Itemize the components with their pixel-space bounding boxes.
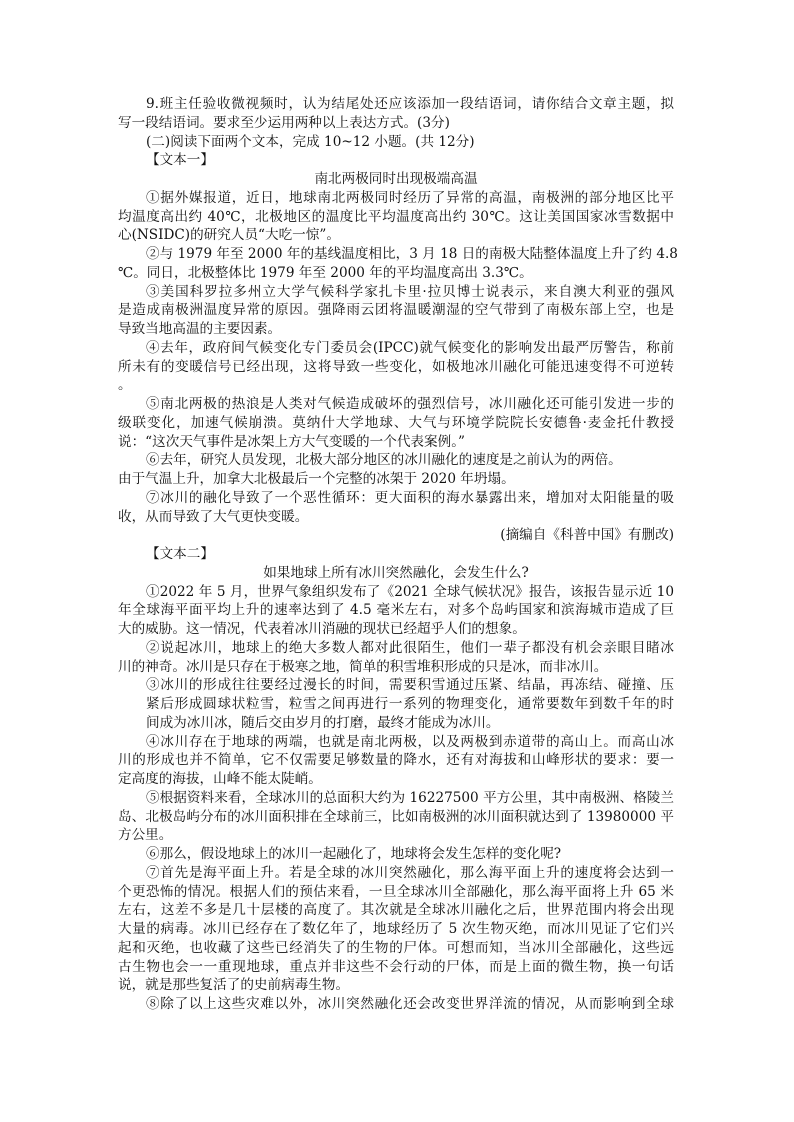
paragraph-line: 导致当地高温的主要因素。: [118, 321, 282, 337]
document-body: [118, 95, 678, 1014]
paragraph-line: 定高度的海拔，山峰不能太陡峭。: [118, 771, 322, 787]
paragraph-line: ①2022 年 5 月，世界气象组织发布了《2021 全球气候状况》报告，该报告显示近 10: [146, 583, 674, 600]
paragraph-line: 大量的病毒。冰川已经存在了数亿年了，地球经历了 5 次生物灭绝，而冰川见证了它们兴: [118, 921, 674, 937]
paragraph-line: 。: [118, 377, 132, 394]
paragraph-line: 方公里。: [118, 827, 173, 844]
paragraph-line: (二)阅读下面两个文本，完成 10~12 小题。(共 12分): [146, 133, 475, 150]
paragraph-line: 起和灭绝，也收藏了这些已经消失了的生物的尸体。可想而知，当冰川全部融化，这些远: [118, 939, 674, 956]
paragraph-line: ℃。同日，北极整体比 1979 年至 2000 年的平均温度高出 3.3℃。: [118, 264, 533, 281]
source-citation: (摘编自《科普中国》有删改): [500, 527, 674, 544]
paragraph-line: 由于气温上升，加拿大北极最后一个完整的冰架于 2020 年坍塌。: [118, 471, 515, 487]
article-title: 如果地球上所有冰川突然融化，会发生什么?: [263, 564, 529, 581]
paragraph-line: ④冰川存在于地球的两端，也就是南北两极，以及两极到赤道带的高山上。而高山冰: [146, 733, 674, 750]
article-title: 南北两极同时出现极端高温: [314, 171, 478, 187]
paragraph-line: 级联变化，加速气候崩溃。莫纳什大学地球、大气与环境学院院长安德鲁·麦金托什教授: [118, 414, 674, 431]
paragraph-line: 大的威胁。这一情况，代表着冰川消融的现状已经超乎人们的想象。: [118, 621, 526, 637]
paragraph-line: 川的形成也并不简单，它不仅需要足够数量的降水，还有对海拔和山峰形状的要求：要一: [118, 752, 674, 769]
paragraph-line: 岛、北极岛屿分布的冰川面积排在全球前三，比如南极洲的冰川面积就达到了 13980000 平: [118, 808, 674, 825]
paragraph-line: 川的神奇。冰川是只存在于极寒之地，简单的积雪堆积形成的只是冰，而非冰川。: [118, 658, 608, 675]
paragraph-line: 间成为冰川冰，随后交由岁月的打磨，最终才能成为冰川。: [146, 714, 500, 731]
paragraph-line: 个更恐怖的情况。根据人们的预估来看，一旦全球冰川全部融化，那么海平面将上升 65 米: [118, 883, 674, 900]
paragraph-line: ⑥那么，假设地球上的冰川一起融化了，地球将会发生怎样的变化呢?: [146, 846, 562, 862]
paragraph-line: 紧后形成圆球状粒雪，粒雪之间再进行一系列的物理变化，通常要数年到数千年的时: [146, 696, 674, 712]
paragraph-line: ②与 1979 年至 2000 年的基线温度相比，3 月 18 日的南极大陆整体温度上升了约 4.8: [146, 246, 678, 262]
paragraph-line: ①据外媒报道，近日，地球南北两极同时经历了异常的高温，南极洲的部分地区比平: [146, 189, 674, 206]
paragraph-line: ③冰川的形成往往要经过漫长的时间，需要积雪通过压紧、结晶，再冻结、碰撞、压: [146, 677, 674, 694]
paragraph-line: ②说起冰川，地球上的绝大多数人都对此很陌生，他们一辈子都没有机会亲眼目睹冰: [146, 639, 674, 656]
paragraph-line: ⑧除了以上这些灾难以外，冰川突然融化还会改变世界洋流的情况，从而影响到全球: [146, 996, 674, 1012]
paragraph-line: 古生物也会一一重现地球，重点并非这些不会行动的尸体，而是上面的微生物，换一句话: [118, 958, 674, 975]
paragraph-line: 心(NSIDC)的研究人员“大吃一惊”。: [118, 227, 340, 244]
paragraph-line: ④去年，政府间气候变化专门委员会(IPCC)就气候变化的影响发出最严厉警告，称前: [146, 339, 674, 356]
paragraph-line: 说：“这次天气事件是冰架上方大气变暖的一个代表案例。”: [118, 433, 465, 450]
section-label: 【文本二】: [146, 546, 214, 562]
paragraph-line: 是造成南极洲温度异常的原因。强降雨云团将温暖潮湿的空气带到了南极东部上空，也是: [118, 302, 674, 319]
paragraph-line: ⑦冰川的融化导致了一个恶性循环：更大面积的海水暴露出来，增加对太阳能量的吸: [146, 489, 674, 506]
paragraph-line: 9.班主任验收微视频时，认为结尾处还应该添加一段结语词，请你结合文章主题，拟: [146, 96, 674, 112]
paragraph-line: ③美国科罗拉多州立大学气候科学家扎卡里·拉贝博士说表示，来自澳大利亚的强风: [146, 283, 674, 300]
paragraph-line: ⑥去年，研究人员发现，北极大部分地区的冰川融化的速度是之前认为的两倍。: [146, 452, 622, 469]
paragraph-line: ⑦首先是海平面上升。若是全球的冰川突然融化，那么海平面上升的速度将会达到一: [146, 864, 674, 881]
paragraph-line: 左右，这差不多是几十层楼的高度了。其次就是全球冰川融化之后，世界范围内将会出现: [118, 902, 674, 919]
paragraph-line: 说，就是那些复活了的史前病毒生物。: [118, 977, 350, 994]
paragraph-line: 年全球海平面平均上升的速率达到了 4.5 毫米左右，对多个岛屿国家和滨海城市造成了巨: [118, 602, 674, 619]
paragraph-line: ⑤南北两极的热浪是人类对气候造成破坏的强烈信号，冰川融化还可能引发进一步的: [146, 396, 674, 412]
paragraph-line: 均温度高出约 40℃，北极地区的温度比平均温度高出约 30℃。这让美国国家冰雪数据中: [118, 208, 674, 225]
paragraph-line: 写一段结语词。要求至少运用两种以上表达方式。(3分): [118, 114, 450, 131]
paragraph-line: ⑤根据资料来看，全球冰川的总面积大约为 16227500 平方公里，其中南极洲、格陵兰: [146, 789, 674, 806]
paragraph-line: 收，从而导致了大气更快变暖。: [118, 508, 309, 525]
section-label: 【文本一】: [146, 152, 214, 169]
paragraph-line: 所未有的变暖信号已经出现，这将导致一些变化，如极地冰川融化可能迅速变得不可逆转: [118, 358, 674, 375]
